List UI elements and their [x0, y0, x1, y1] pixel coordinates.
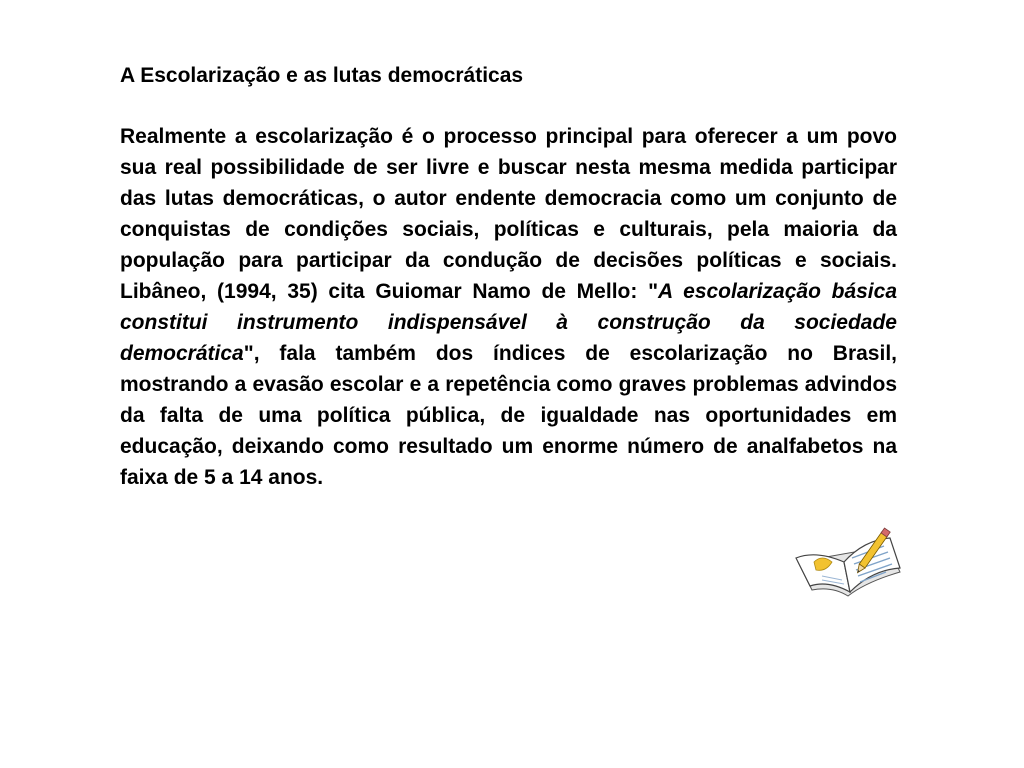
body-paragraph	[120, 121, 897, 493]
paragraph-part-1: Realmente a escolarização é o processo principal para oferecer a um povo sua real possibilidade de ser livre e buscar nesta mesma medida participar das lutas democráticas, o autor endente democracia como um conjunto de conquistas de condições sociais, políticas e culturais, pela maioria da população para participar da condução de decisões políticas e sociais. Libâneo, (1994, 35) cita Guiomar Namo de Mello: "	[120, 125, 897, 303]
paragraph-part-2: ", fala também dos índices de escolarização no Brasil, mostrando a evasão escolar e a repetência como graves problemas advindos da falta de uma política pública, de igualdade nas oportunidades em educação, deixando como resultado um enorme número de analfabetos na faixa de 5 a 14 anos.	[120, 342, 897, 489]
slide-title: A Escolarização e as lutas democráticas	[120, 64, 524, 87]
open-book-pencil-icon	[792, 516, 904, 600]
paragraph-quote: A escolarização básica constitui instrumento indispensável à construção da sociedade democrática	[120, 280, 897, 365]
